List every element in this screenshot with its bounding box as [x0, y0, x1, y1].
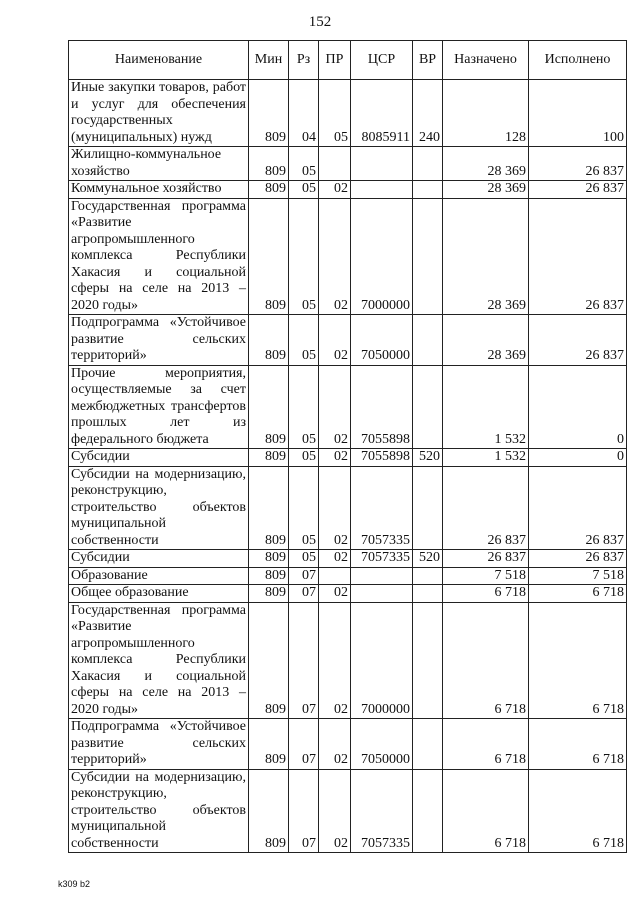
budget-table [68, 40, 627, 853]
row-csr [351, 147, 413, 181]
row-pr: 02 [319, 550, 351, 568]
row-pr: 02 [319, 365, 351, 449]
table-body [69, 80, 627, 853]
row-executed: 6 718 [529, 602, 627, 719]
row-min: 809 [249, 181, 289, 199]
row-csr: 7057335 [351, 769, 413, 853]
row-executed: 0 [529, 449, 627, 467]
header-min: Мин [249, 41, 289, 80]
row-vr [413, 602, 443, 719]
row-pr: 02 [319, 449, 351, 467]
row-assigned: 26 837 [443, 550, 529, 568]
row-rz: 05 [289, 181, 319, 199]
row-executed: 6 718 [529, 585, 627, 603]
row-assigned: 28 369 [443, 181, 529, 199]
table-row [69, 365, 627, 449]
row-name: Общее образование [69, 585, 249, 603]
row-pr: 02 [319, 198, 351, 315]
row-assigned: 1 532 [443, 449, 529, 467]
row-vr [413, 585, 443, 603]
table-row [69, 719, 627, 770]
row-csr: 7055898 [351, 449, 413, 467]
row-pr: 02 [319, 585, 351, 603]
row-assigned: 128 [443, 80, 529, 147]
row-vr [413, 719, 443, 770]
row-min: 809 [249, 769, 289, 853]
row-pr: 02 [319, 466, 351, 550]
row-vr [413, 315, 443, 366]
row-assigned: 6 718 [443, 769, 529, 853]
row-pr: 02 [319, 769, 351, 853]
table-row [69, 769, 627, 853]
row-rz: 07 [289, 719, 319, 770]
row-min: 809 [249, 147, 289, 181]
header-vr: ВР [413, 41, 443, 80]
row-csr: 7055898 [351, 365, 413, 449]
row-rz: 05 [289, 315, 319, 366]
row-rz: 05 [289, 449, 319, 467]
table-row [69, 315, 627, 366]
row-rz: 07 [289, 769, 319, 853]
row-pr: 05 [319, 80, 351, 147]
row-rz: 05 [289, 147, 319, 181]
row-min: 809 [249, 466, 289, 550]
row-assigned: 6 718 [443, 602, 529, 719]
row-name: Образование [69, 567, 249, 585]
row-min: 809 [249, 585, 289, 603]
row-pr: 02 [319, 602, 351, 719]
table-header-row [69, 41, 627, 80]
row-vr: 520 [413, 449, 443, 467]
footer-code: k309 b2 [58, 879, 91, 889]
table-row [69, 80, 627, 147]
row-min: 809 [249, 315, 289, 366]
row-csr: 7050000 [351, 719, 413, 770]
row-assigned: 28 369 [443, 198, 529, 315]
row-name: Жилищно-коммунальное хозяйство [69, 147, 249, 181]
row-rz: 07 [289, 567, 319, 585]
row-executed: 6 718 [529, 719, 627, 770]
row-rz: 07 [289, 585, 319, 603]
row-csr: 7000000 [351, 602, 413, 719]
row-name: Подпрограмма «Устойчивое развитие сельских территорий» [69, 315, 249, 366]
row-vr [413, 567, 443, 585]
row-csr: 8085911 [351, 80, 413, 147]
row-executed: 6 718 [529, 769, 627, 853]
row-assigned: 26 837 [443, 466, 529, 550]
row-executed: 26 837 [529, 147, 627, 181]
header-executed: Исполнено [529, 41, 627, 80]
row-name: Прочие мероприятия, осуществляемые за счет межбюджетных трансфертов прошлых лет из федерального бюджета [69, 365, 249, 449]
row-min: 809 [249, 567, 289, 585]
row-csr: 7050000 [351, 315, 413, 366]
table-row [69, 466, 627, 550]
row-executed: 26 837 [529, 466, 627, 550]
row-min: 809 [249, 365, 289, 449]
row-executed: 26 837 [529, 315, 627, 366]
row-rz: 04 [289, 80, 319, 147]
row-name: Государственная программа «Развитие агропромышленного комплекса Республики Хакасия и социальной сферы на селе на 2013 – 2020 годы» [69, 602, 249, 719]
table-row [69, 567, 627, 585]
row-vr [413, 769, 443, 853]
row-rz: 05 [289, 198, 319, 315]
row-csr [351, 567, 413, 585]
row-pr: 02 [319, 719, 351, 770]
table-row [69, 147, 627, 181]
row-name: Субсидии [69, 550, 249, 568]
row-executed: 26 837 [529, 550, 627, 568]
table-row [69, 550, 627, 568]
row-vr [413, 181, 443, 199]
row-vr [413, 198, 443, 315]
row-name: Государственная программа «Развитие агропромышленного комплекса Республики Хакасия и социальной сферы на селе на 2013 – 2020 годы» [69, 198, 249, 315]
row-name: Субсидии [69, 449, 249, 467]
row-assigned: 28 369 [443, 147, 529, 181]
header-assigned: Назначено [443, 41, 529, 80]
table-row [69, 449, 627, 467]
row-csr: 7057335 [351, 550, 413, 568]
row-min: 809 [249, 80, 289, 147]
table-row [69, 198, 627, 315]
row-executed: 26 837 [529, 181, 627, 199]
header-csr: ЦСР [351, 41, 413, 80]
table-row [69, 585, 627, 603]
row-min: 809 [249, 550, 289, 568]
row-vr: 240 [413, 80, 443, 147]
row-executed: 100 [529, 80, 627, 147]
row-csr [351, 181, 413, 199]
row-rz: 07 [289, 602, 319, 719]
row-min: 809 [249, 602, 289, 719]
header-rz: Рз [289, 41, 319, 80]
row-min: 809 [249, 719, 289, 770]
row-pr [319, 567, 351, 585]
row-executed: 0 [529, 365, 627, 449]
row-csr: 7057335 [351, 466, 413, 550]
row-csr: 7000000 [351, 198, 413, 315]
row-name: Подпрограмма «Устойчивое развитие сельских территорий» [69, 719, 249, 770]
row-name: Иные закупки товаров, работ и услуг для обеспечения государственных (муниципальных) нужд [69, 80, 249, 147]
row-vr [413, 365, 443, 449]
table-row [69, 602, 627, 719]
header-pr: ПР [319, 41, 351, 80]
table-row [69, 181, 627, 199]
row-rz: 05 [289, 365, 319, 449]
row-assigned: 7 518 [443, 567, 529, 585]
row-rz: 05 [289, 550, 319, 568]
row-name: Субсидии на модернизацию, реконструкцию, строительство объектов муниципальной собственности [69, 769, 249, 853]
row-vr [413, 466, 443, 550]
row-name: Коммунальное хозяйство [69, 181, 249, 199]
row-assigned: 6 718 [443, 719, 529, 770]
row-min: 809 [249, 449, 289, 467]
row-pr [319, 147, 351, 181]
header-name: Наименование [69, 41, 249, 80]
row-assigned: 28 369 [443, 315, 529, 366]
row-min: 809 [249, 198, 289, 315]
page-number: 152 [308, 14, 332, 30]
row-assigned: 6 718 [443, 585, 529, 603]
row-executed: 7 518 [529, 567, 627, 585]
row-pr: 02 [319, 181, 351, 199]
row-executed: 26 837 [529, 198, 627, 315]
row-vr [413, 147, 443, 181]
row-name: Субсидии на модернизацию, реконструкцию, строительство объектов муниципальной собственности [69, 466, 249, 550]
row-pr: 02 [319, 315, 351, 366]
row-csr [351, 585, 413, 603]
row-assigned: 1 532 [443, 365, 529, 449]
row-rz: 05 [289, 466, 319, 550]
row-vr: 520 [413, 550, 443, 568]
